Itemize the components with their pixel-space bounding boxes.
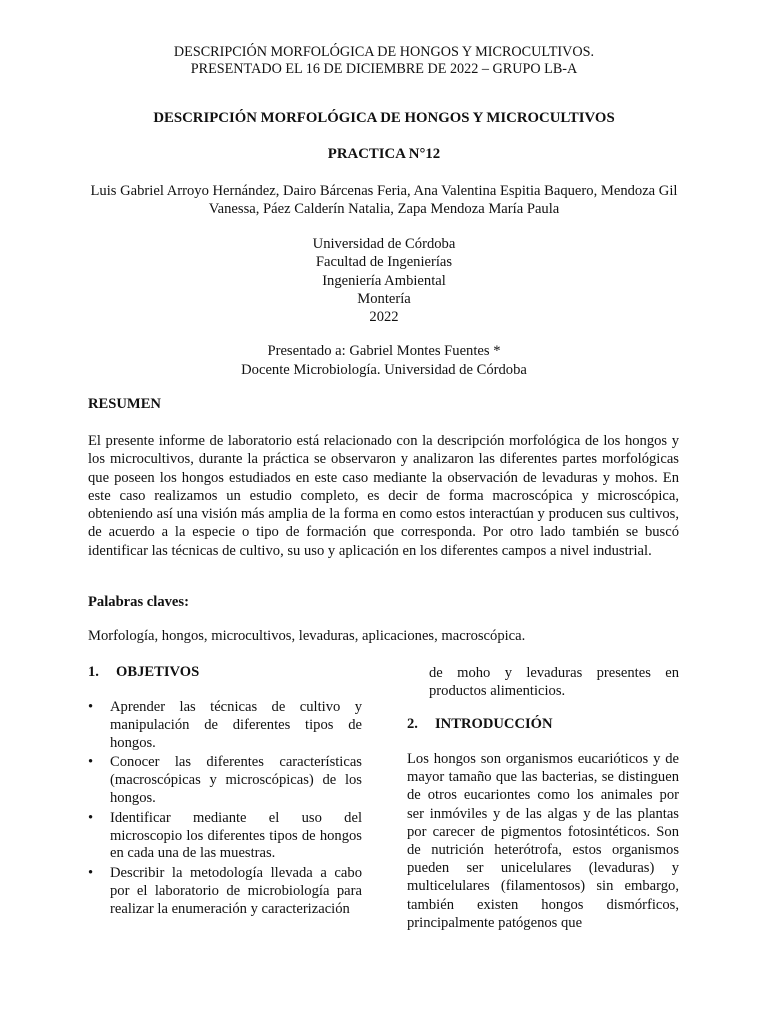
faculty: Facultad de Ingenierías: [315, 254, 453, 271]
city: Montería: [357, 290, 411, 307]
program: Ingeniería Ambiental: [322, 272, 446, 289]
university: Universidad de Córdoba: [312, 236, 456, 252]
bullet-icon: •: [88, 865, 94, 882]
objetivos-number: 1.: [88, 664, 99, 680]
keywords-text: Morfología, hongos, microcultivos, levaduras, aplicaciones, macroscópica.: [88, 628, 526, 644]
running-header: [0, 44, 768, 78]
objetivos-continuation: de moho y levaduras presentes en productos alimenticios.: [429, 665, 679, 699]
institution-block: [0, 235, 768, 326]
practice-number: PRACTICA N°12: [327, 146, 441, 162]
list-item: [88, 754, 362, 807]
bullet-icon: •: [88, 754, 94, 771]
list-item-text: Describir la metodología llevada a cabo por el laboratorio de microbiología para realizar la enumeración y caracterización: [110, 865, 362, 917]
keywords-heading: Palabras claves:: [88, 594, 189, 610]
year: 2022: [369, 309, 399, 326]
objetivos-heading: [88, 664, 362, 681]
list-item-text: Aprender las técnicas de cultivo y manipulación de diferentes tipos de hongos.: [110, 699, 362, 751]
presented-to: Presentado a: Gabriel Montes Fuentes *: [267, 343, 501, 359]
bullet-icon: •: [88, 699, 94, 715]
list-item: [88, 810, 362, 863]
left-column: [88, 664, 362, 921]
right-column: [407, 664, 679, 932]
bullet-icon: •: [88, 809, 94, 826]
author-list: Luis Gabriel Arroyo Hernández, Dairo Bárcenas Feria, Ana Valentina Espitia Baquero, Mendoza Gil Vanessa, Páez Calderín Natalia, Zapa Mendoza María Paula: [90, 183, 678, 217]
list-item-text: Conocer las diferentes características (macroscópicas y microscópicas) de los hongos.: [110, 754, 362, 806]
presented-to-block: [0, 342, 768, 379]
resumen-heading: RESUMEN: [88, 396, 161, 412]
presented-role: Docente Microbiología. Universidad de Córdoba: [241, 361, 527, 378]
objetivos-list: [88, 699, 362, 919]
resumen-text: El presente informe de laboratorio está relacionado con la descripción morfológica de los hongos y los microcultivos, durante la práctica se observaron y analizaron las diferentes partes morfológicas que poseen los hongos estudiados en este caso mediante la observación de levaduras y mohos. En este caso realizamos un estudio completo, es decir de forma macroscópica y microscópica, obteniendo así una visión más amplia de la forma en como estos interactúan y producen sus cultivos, de acuerdo a la especie o tipo de formación que corresponda. Por otro lado también se buscó identificar las técnicas de cultivo, su uso y aplicación en los diferentes campos a nivel industrial.: [88, 433, 679, 559]
list-item: [88, 865, 362, 918]
introduccion-heading: [407, 716, 679, 733]
list-item: [88, 699, 362, 752]
objetivos-title: OBJETIVOS: [116, 664, 200, 680]
introduccion-number: 2.: [407, 716, 418, 732]
running-header-line-1: DESCRIPCIÓN MORFOLÓGICA DE HONGOS Y MICROCULTIVOS.: [173, 44, 595, 60]
list-item-text: Identificar mediante el uso del microscopio los diferentes tipos de hongos en cada una de las muestras.: [110, 809, 362, 862]
introduccion-title: INTRODUCCIÓN: [435, 716, 553, 732]
introduccion-text: Los hongos son organismos eucarióticos y de mayor tamaño que las bacterias, se distinguen de otros eucariontes como los animales por ser inmóviles y de las algas y de las plantas por carecer de pigmentos fotosintéticos. Son de nutrición heterótrofa, estos organismos pueden ser unicelulares (levaduras) y multicelulares (filamentosos) sin embargo, también existen hongos dismórficos, principalmente patógenos que: [407, 751, 679, 931]
running-header-line-2: PRESENTADO EL 16 DE DICIEMBRE DE 2022 – GRUPO LB-A: [190, 61, 578, 77]
paper-title: DESCRIPCIÓN MORFOLÓGICA DE HONGOS Y MICROCULTIVOS: [153, 110, 615, 126]
